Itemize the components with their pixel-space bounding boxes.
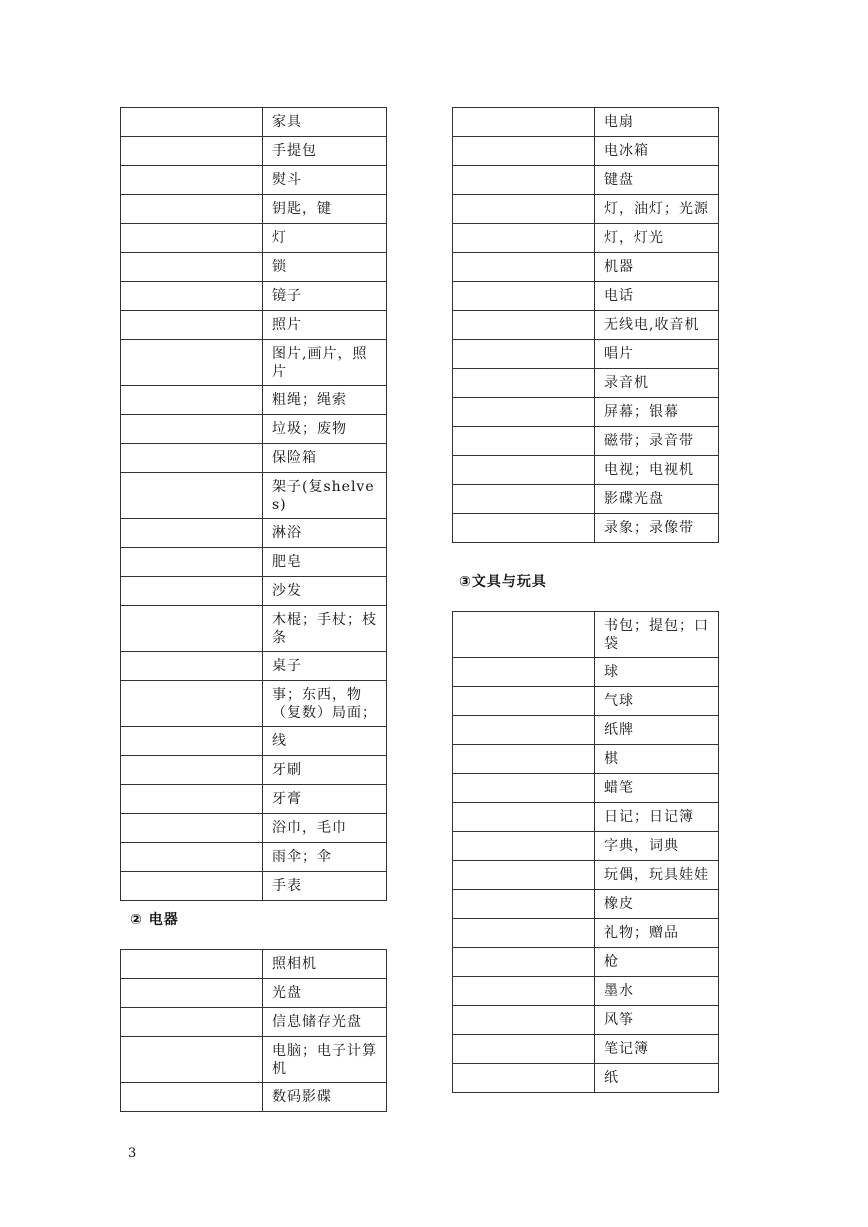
english-word-cell (453, 1006, 595, 1035)
table-row (121, 166, 387, 195)
chinese-meaning-cell: 电冰箱 (595, 137, 719, 166)
table-row (453, 369, 719, 398)
section-heading-stationery: ③文具与玩具 (459, 574, 547, 590)
english-word-cell (453, 195, 595, 224)
english-word-cell (453, 832, 595, 861)
table-row (121, 340, 387, 386)
chinese-meaning-cell: 牙刷 (263, 756, 387, 785)
english-word-cell (121, 681, 263, 727)
table-row (453, 166, 719, 195)
english-word-cell (453, 340, 595, 369)
chinese-meaning-cell: 事；东西，物（复数）局面； (263, 681, 387, 727)
chinese-meaning-cell: 纸 (595, 1064, 719, 1093)
english-word-cell (453, 311, 595, 340)
chinese-meaning-cell: 灯，油灯；光源 (595, 195, 719, 224)
table-row (453, 456, 719, 485)
english-word-cell (121, 253, 263, 282)
english-word-cell (121, 950, 263, 979)
table-row (453, 224, 719, 253)
table-row (453, 427, 719, 456)
chinese-meaning-cell: 礼物；赠品 (595, 919, 719, 948)
chinese-meaning-cell: 日记；日记簿 (595, 803, 719, 832)
appliances-vocab-table-part2 (452, 107, 719, 543)
table-row (453, 774, 719, 803)
table-row (453, 658, 719, 687)
chinese-meaning-cell: 磁带；录音带 (595, 427, 719, 456)
english-word-cell (121, 652, 263, 681)
english-word-cell (121, 519, 263, 548)
chinese-meaning-cell: 书包；提包；口袋 (595, 612, 719, 658)
english-word-cell (453, 166, 595, 195)
chinese-meaning-cell: 图片,画片，照片 (263, 340, 387, 386)
english-word-cell (453, 745, 595, 774)
table-row (121, 756, 387, 785)
english-word-cell (121, 606, 263, 652)
chinese-meaning-cell: 肥皂 (263, 548, 387, 577)
chinese-meaning-cell: 灯 (263, 224, 387, 253)
english-word-cell (121, 195, 263, 224)
furniture-vocab-table (120, 107, 387, 901)
table-row (121, 577, 387, 606)
english-word-cell (453, 485, 595, 514)
english-word-cell (453, 861, 595, 890)
table-row (121, 950, 387, 979)
english-word-cell (121, 415, 263, 444)
english-word-cell (453, 514, 595, 543)
table-row (453, 1035, 719, 1064)
table-row (121, 444, 387, 473)
chinese-meaning-cell: 录音机 (595, 369, 719, 398)
chinese-meaning-cell: 架子(复shelves) (263, 473, 387, 519)
english-word-cell (121, 137, 263, 166)
table-row (121, 785, 387, 814)
chinese-meaning-cell: 无线电,收音机 (595, 311, 719, 340)
chinese-meaning-cell: 笔记簿 (595, 1035, 719, 1064)
table-row (453, 398, 719, 427)
table-row (453, 514, 719, 543)
english-word-cell (121, 1008, 263, 1037)
table-row (453, 803, 719, 832)
chinese-meaning-cell: 镜子 (263, 282, 387, 311)
page-number: 3 (128, 1146, 137, 1161)
english-word-cell (121, 577, 263, 606)
table-row (453, 195, 719, 224)
chinese-meaning-cell: 垃圾；废物 (263, 415, 387, 444)
table-row (121, 548, 387, 577)
table-row (121, 652, 387, 681)
table-row (453, 919, 719, 948)
table-row (121, 1037, 387, 1083)
english-word-cell (453, 977, 595, 1006)
chinese-meaning-cell: 粗绳；绳索 (263, 386, 387, 415)
chinese-meaning-cell: 墨水 (595, 977, 719, 1006)
english-word-cell (121, 340, 263, 386)
table-row (121, 814, 387, 843)
table-row (121, 195, 387, 224)
table-row (453, 1006, 719, 1035)
chinese-meaning-cell: 桌子 (263, 652, 387, 681)
english-word-cell (121, 282, 263, 311)
chinese-meaning-cell: 沙发 (263, 577, 387, 606)
english-word-cell (121, 224, 263, 253)
stationery-vocab-table (452, 611, 719, 1093)
chinese-meaning-cell: 雨伞；伞 (263, 843, 387, 872)
chinese-meaning-cell: 家具 (263, 108, 387, 137)
english-word-cell (121, 386, 263, 415)
table-row (453, 612, 719, 658)
english-word-cell (453, 612, 595, 658)
chinese-meaning-cell: 字典，词典 (595, 832, 719, 861)
english-word-cell (453, 716, 595, 745)
chinese-meaning-cell: 影碟光盘 (595, 485, 719, 514)
chinese-meaning-cell: 机器 (595, 253, 719, 282)
table-row (453, 1064, 719, 1093)
english-word-cell (453, 137, 595, 166)
table-row (121, 311, 387, 340)
table-row (121, 727, 387, 756)
table-row (453, 890, 719, 919)
table-row (121, 872, 387, 901)
table-row (121, 979, 387, 1008)
chinese-meaning-cell: 浴巾，毛巾 (263, 814, 387, 843)
english-word-cell (121, 843, 263, 872)
chinese-meaning-cell: 玩偶，玩具娃娃 (595, 861, 719, 890)
table-row (121, 519, 387, 548)
table-row (453, 340, 719, 369)
chinese-meaning-cell: 屏幕；银幕 (595, 398, 719, 427)
chinese-meaning-cell: 信息储存光盘 (263, 1008, 387, 1037)
english-word-cell (121, 108, 263, 137)
chinese-meaning-cell: 蜡笔 (595, 774, 719, 803)
chinese-meaning-cell: 淋浴 (263, 519, 387, 548)
table-row (453, 282, 719, 311)
english-word-cell (121, 444, 263, 473)
table-row (453, 687, 719, 716)
chinese-meaning-cell: 枪 (595, 948, 719, 977)
chinese-meaning-cell: 熨斗 (263, 166, 387, 195)
english-word-cell (121, 785, 263, 814)
english-word-cell (453, 369, 595, 398)
table-row (453, 745, 719, 774)
chinese-meaning-cell: 保险箱 (263, 444, 387, 473)
chinese-meaning-cell: 牙膏 (263, 785, 387, 814)
chinese-meaning-cell: 球 (595, 658, 719, 687)
table-row (121, 681, 387, 727)
chinese-meaning-cell: 数码影碟 (263, 1083, 387, 1112)
table-row (453, 832, 719, 861)
chinese-meaning-cell: 键盘 (595, 166, 719, 195)
table-row (121, 386, 387, 415)
table-row (121, 415, 387, 444)
chinese-meaning-cell: 照片 (263, 311, 387, 340)
table-row (453, 716, 719, 745)
chinese-meaning-cell: 风筝 (595, 1006, 719, 1035)
english-word-cell (453, 890, 595, 919)
chinese-meaning-cell: 线 (263, 727, 387, 756)
english-word-cell (121, 814, 263, 843)
section-heading-appliances: ② 电器 (130, 912, 179, 928)
table-row (121, 108, 387, 137)
table-row (453, 311, 719, 340)
table-row (121, 224, 387, 253)
table-row (453, 977, 719, 1006)
chinese-meaning-cell: 橡皮 (595, 890, 719, 919)
chinese-meaning-cell: 电视；电视机 (595, 456, 719, 485)
chinese-meaning-cell: 电脑；电子计算机 (263, 1037, 387, 1083)
table-row (453, 108, 719, 137)
english-word-cell (453, 108, 595, 137)
table-row (453, 861, 719, 890)
chinese-meaning-cell: 电话 (595, 282, 719, 311)
table-row (453, 253, 719, 282)
table-row (453, 948, 719, 977)
chinese-meaning-cell: 光盘 (263, 979, 387, 1008)
english-word-cell (453, 803, 595, 832)
english-word-cell (453, 658, 595, 687)
table-row (121, 1008, 387, 1037)
english-word-cell (453, 398, 595, 427)
chinese-meaning-cell: 灯，灯光 (595, 224, 719, 253)
chinese-meaning-cell: 唱片 (595, 340, 719, 369)
chinese-meaning-cell: 电扇 (595, 108, 719, 137)
english-word-cell (453, 253, 595, 282)
table-row (121, 282, 387, 311)
chinese-meaning-cell: 木棍；手杖；枝条 (263, 606, 387, 652)
english-word-cell (453, 224, 595, 253)
english-word-cell (453, 774, 595, 803)
english-word-cell (121, 548, 263, 577)
chinese-meaning-cell: 手表 (263, 872, 387, 901)
table-row (121, 137, 387, 166)
table-row (121, 843, 387, 872)
english-word-cell (453, 919, 595, 948)
english-word-cell (453, 456, 595, 485)
english-word-cell (121, 311, 263, 340)
table-row (121, 606, 387, 652)
english-word-cell (121, 1037, 263, 1083)
appliances-vocab-table-part1 (120, 949, 387, 1112)
chinese-meaning-cell: 锁 (263, 253, 387, 282)
english-word-cell (121, 473, 263, 519)
english-word-cell (121, 727, 263, 756)
english-word-cell (453, 687, 595, 716)
english-word-cell (453, 948, 595, 977)
table-row (121, 473, 387, 519)
english-word-cell (453, 427, 595, 456)
chinese-meaning-cell: 手提包 (263, 137, 387, 166)
english-word-cell (453, 282, 595, 311)
chinese-meaning-cell: 钥匙，键 (263, 195, 387, 224)
table-row (453, 485, 719, 514)
english-word-cell (121, 756, 263, 785)
chinese-meaning-cell: 照相机 (263, 950, 387, 979)
table-row (453, 137, 719, 166)
chinese-meaning-cell: 纸牌 (595, 716, 719, 745)
chinese-meaning-cell: 棋 (595, 745, 719, 774)
english-word-cell (453, 1035, 595, 1064)
english-word-cell (121, 979, 263, 1008)
english-word-cell (121, 166, 263, 195)
table-row (121, 253, 387, 282)
english-word-cell (121, 1083, 263, 1112)
chinese-meaning-cell: 气球 (595, 687, 719, 716)
table-row (121, 1083, 387, 1112)
english-word-cell (453, 1064, 595, 1093)
english-word-cell (121, 872, 263, 901)
chinese-meaning-cell: 录象；录像带 (595, 514, 719, 543)
